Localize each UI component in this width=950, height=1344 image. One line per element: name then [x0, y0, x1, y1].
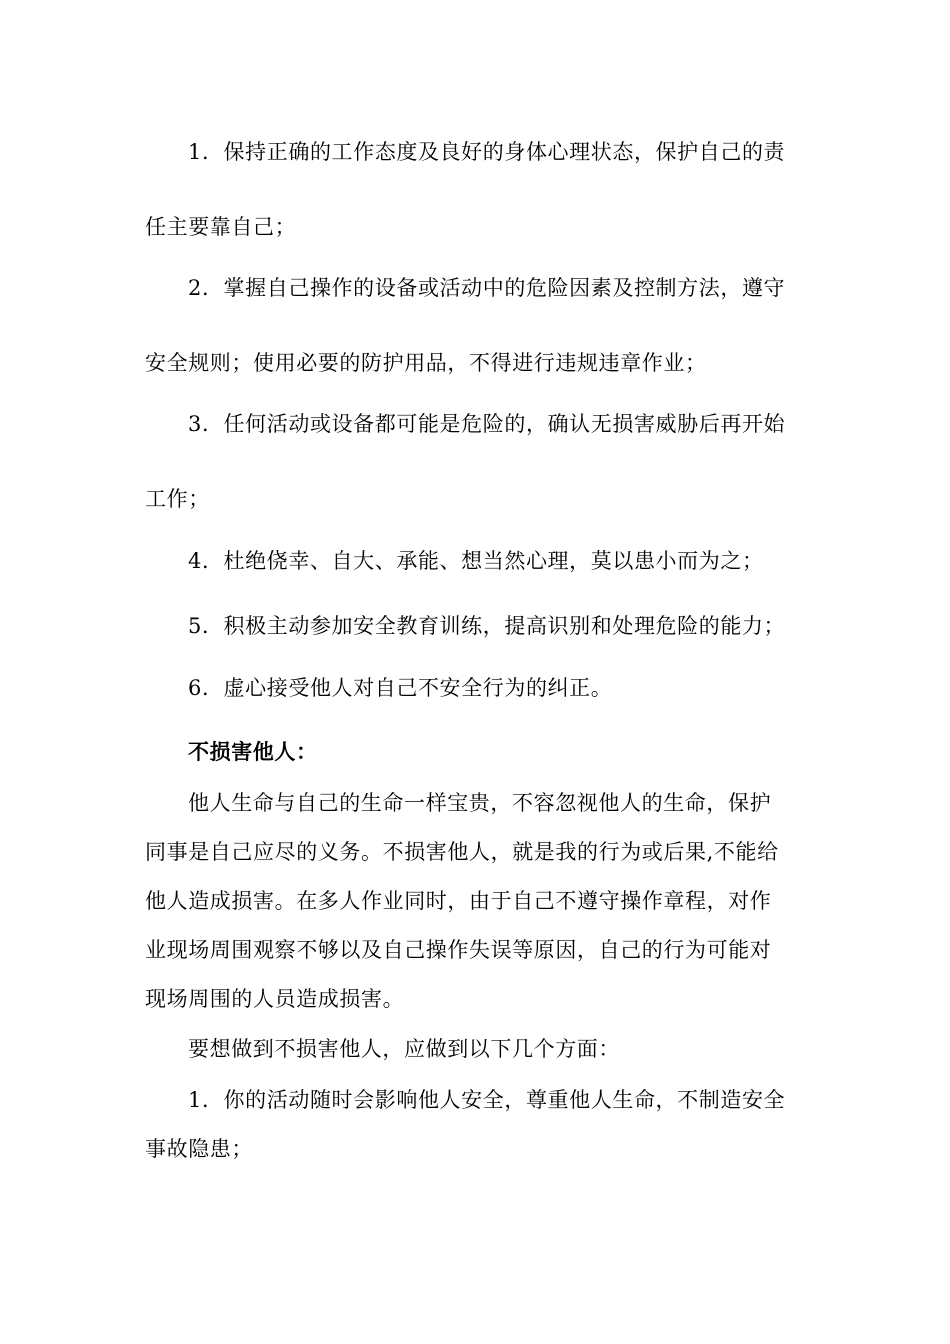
sub-list-item-1-line-1: 1．你的活动随时会影响他人安全，尊重他人生命，不制造安全 — [188, 1088, 786, 1112]
paragraph-line-3: 他人造成损害。在多人作业同时，由于自己不遵守操作章程，对作 — [145, 889, 772, 913]
list-item-2-line-1: 2．掌握自己操作的设备或活动中的危险因素及控制方法，遵守 — [188, 276, 786, 300]
list-item-2-line-2: 安全规则；使用必要的防护用品，不得进行违规违章作业； — [145, 351, 707, 375]
section-heading: 不损害他人： — [188, 739, 318, 764]
paragraph-line-4: 业现场周围观察不够以及自己操作失误等原因，自己的行为可能对 — [145, 938, 772, 962]
list-item-3-line-1: 3．任何活动或设备都可能是危险的，确认无损害威胁后再开始 — [188, 412, 786, 436]
paragraph-line-1: 他人生命与自己的生命一样宝贵，不容忽视他人的生命，保护 — [188, 791, 772, 815]
list-item-6: 6．虚心接受他人对自己不安全行为的纠正。 — [188, 676, 613, 700]
list-item-1-line-2: 任主要靠自己； — [145, 215, 297, 239]
paragraph-line-5: 现场周围的人员造成损害。 — [145, 987, 405, 1011]
paragraph-line-2: 同事是自己应尽的义务。不损害他人，就是我的行为或后果,不能给 — [145, 840, 779, 864]
list-item-1-line-1: 1．保持正确的工作态度及良好的身体心理状态，保护自己的责 — [188, 140, 786, 164]
list-item-4: 4．杜绝侥幸、自大、承能、想当然心理，莫以患小而为之； — [188, 549, 764, 573]
list-item-3-line-2: 工作； — [145, 487, 210, 511]
intro-line: 要想做到不损害他人，应做到以下几个方面： — [188, 1037, 620, 1061]
list-item-5: 5．积极主动参加安全教育训练，提高识别和处理危险的能力； — [188, 614, 786, 638]
sub-list-item-1-line-2: 事故隐患； — [145, 1137, 253, 1161]
